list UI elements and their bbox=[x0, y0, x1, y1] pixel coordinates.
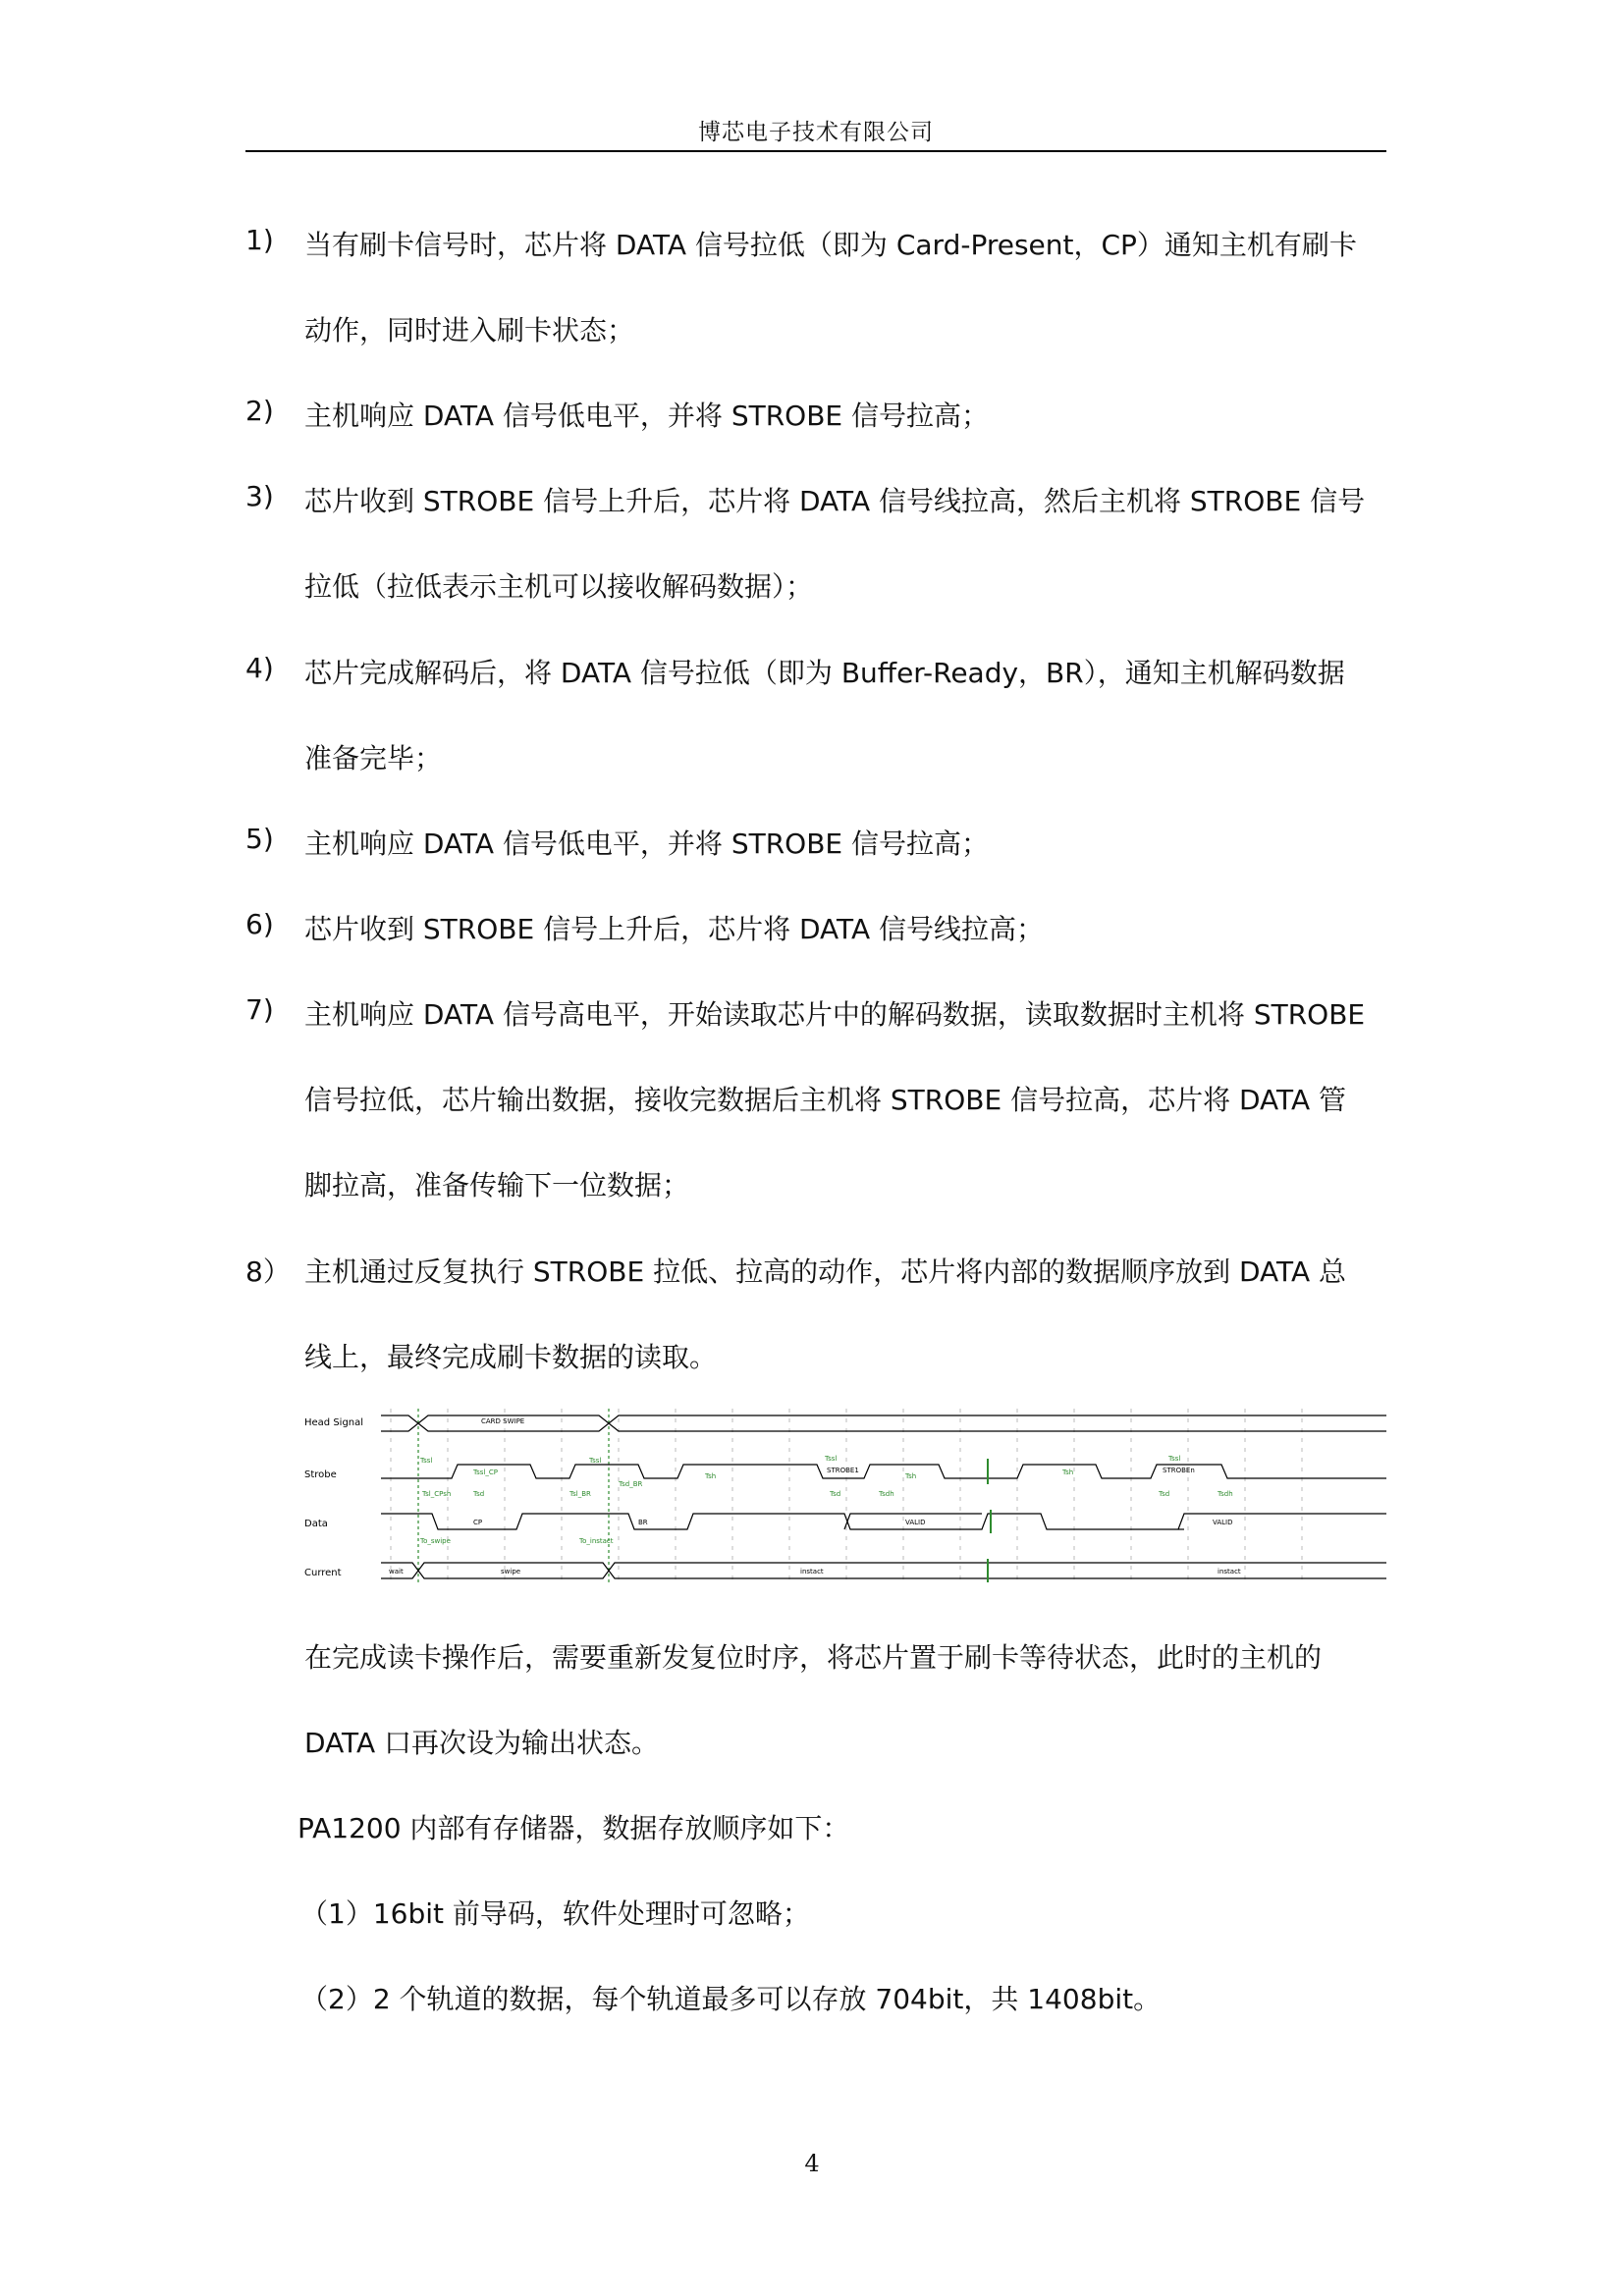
memory-intro: PA1200 内部有存储器，数据存放顺序如下： bbox=[298, 1812, 850, 1844]
head-signal-trace bbox=[418, 1423, 1386, 1431]
step-line: 动作，同时进入刷卡状态； bbox=[304, 314, 635, 347]
label-br: BR bbox=[638, 1519, 648, 1526]
label-tsh-2: Tsh bbox=[905, 1472, 917, 1480]
head-signal-trace bbox=[418, 1415, 1386, 1423]
step-line: 芯片收到 STROBE 信号上升后，芯片将 DATA 信号线拉高； bbox=[304, 913, 1045, 945]
after-paragraph-line: 在完成读卡操作后，需要重新发复位时序，将芯片置于刷卡等待状态，此时的主机的 bbox=[304, 1641, 1323, 1674]
signal-label-current: Current bbox=[304, 1568, 342, 1578]
label-tssl-4: Tssl bbox=[1168, 1455, 1181, 1463]
glitch-marks bbox=[988, 1459, 991, 1582]
label-tsl-br: Tsl_BR bbox=[569, 1490, 591, 1498]
signal-label-data: Data bbox=[304, 1519, 328, 1529]
signal-label-head: Head Signal bbox=[304, 1417, 364, 1428]
step-number: 4) bbox=[245, 652, 274, 684]
label-state-instact-1: instact bbox=[800, 1568, 824, 1575]
step-number: 2) bbox=[245, 395, 274, 427]
step-line: 主机响应 DATA 信号低电平，并将 STROBE 信号拉高； bbox=[304, 400, 990, 432]
step-line: 准备完毕； bbox=[304, 742, 443, 774]
step-line: 当有刷卡信号时，芯片将 DATA 信号拉低（即为 Card-Present，CP）通知主机有刷卡 bbox=[304, 229, 1357, 261]
page-number: 4 bbox=[804, 2150, 820, 2177]
step-number: 1) bbox=[245, 224, 274, 256]
step-line: 信号拉低，芯片输出数据，接收完数据后主机将 STROBE 信号拉高，芯片将 DATA 管 bbox=[304, 1084, 1347, 1116]
step-line: 主机通过反复执行 STROBE 拉低、拉高的动作，芯片将内部的数据顺序放到 DATA 总 bbox=[304, 1255, 1347, 1288]
label-state-instact-2: instact bbox=[1218, 1568, 1241, 1575]
step-number: 5) bbox=[245, 823, 274, 855]
label-valid-2: VALID bbox=[1213, 1519, 1233, 1526]
head-signal-trace bbox=[381, 1415, 418, 1431]
label-tsdh-1: Tsdh bbox=[879, 1490, 894, 1498]
label-state-swipe: swipe bbox=[501, 1568, 521, 1575]
label-tsl-cp: Tsl_CPsh bbox=[422, 1490, 452, 1498]
label-tssl-3: Tssl bbox=[825, 1455, 838, 1463]
page-header: 博芯电子技术有限公司 bbox=[698, 120, 934, 145]
after-paragraph-line: DATA 口再次设为输出状态。 bbox=[304, 1727, 660, 1759]
label-to-swipe: To_swipe bbox=[420, 1537, 451, 1545]
label-state-wait: wait bbox=[389, 1568, 404, 1575]
label-tssl: Tssl bbox=[420, 1457, 433, 1465]
signal-label-strobe: Strobe bbox=[304, 1469, 337, 1480]
header-divider bbox=[245, 150, 1386, 152]
step-line: 主机响应 DATA 信号低电平，并将 STROBE 信号拉高； bbox=[304, 828, 990, 860]
step-number: 7) bbox=[245, 993, 274, 1026]
label-tsh-3: Tsh bbox=[1062, 1468, 1074, 1476]
step-line: 芯片完成解码后，将 DATA 信号拉低（即为 Buffer-Ready，BR），通知主机解码数据 bbox=[304, 657, 1345, 689]
step-line: 芯片收到 STROBE 信号上升后，芯片将 DATA 信号线拉高，然后主机将 STROBE 信号 bbox=[304, 485, 1366, 517]
label-tsdh-2: Tsdh bbox=[1218, 1490, 1233, 1498]
label-tsd-2: Tsd bbox=[830, 1490, 841, 1498]
label-tsh-1: Tsh bbox=[705, 1472, 717, 1480]
memory-item: （1）16bit 前导码，软件处理时可忽略； bbox=[300, 1897, 810, 1930]
label-tsd-3: Tsd bbox=[1159, 1490, 1170, 1498]
label-cp: CP bbox=[473, 1519, 483, 1526]
step-line: 主机响应 DATA 信号高电平，开始读取芯片中的解码数据，读取数据时主机将 STROBE bbox=[304, 998, 1366, 1031]
timing-diagram bbox=[295, 1394, 1386, 1590]
strobe-trace bbox=[381, 1465, 1386, 1478]
step-line: 线上，最终完成刷卡数据的读取。 bbox=[304, 1341, 718, 1373]
timing-annotations bbox=[389, 1417, 1241, 1575]
label-tsd-br: Tsd_BR bbox=[619, 1480, 643, 1488]
step-number: 6) bbox=[245, 908, 274, 940]
label-strobe-n: STROBEn bbox=[1163, 1467, 1195, 1474]
step-number: 8） bbox=[245, 1255, 291, 1288]
step-line: 拉低（拉低表示主机可以接收解码数据）； bbox=[304, 570, 814, 603]
step-line: 脚拉高，准备传输下一位数据； bbox=[304, 1169, 690, 1201]
current-trace bbox=[418, 1563, 1386, 1571]
label-card-swipe: CARD SWIPE bbox=[481, 1417, 525, 1425]
label-tsd-1: Tsd bbox=[473, 1490, 485, 1498]
label-to-instact: To_instact bbox=[579, 1537, 614, 1545]
label-valid-1: VALID bbox=[905, 1519, 926, 1526]
label-tssl-2: Tssl bbox=[589, 1457, 602, 1465]
step-number: 3) bbox=[245, 480, 274, 512]
label-tssl-cp: Tssl_CP bbox=[473, 1468, 498, 1476]
current-trace bbox=[418, 1571, 1386, 1578]
data-trace bbox=[381, 1514, 1386, 1529]
label-strobe1: STROBE1 bbox=[827, 1467, 859, 1474]
memory-item: （2）2 个轨道的数据，每个轨道最多可以存放 704bit，共 1408bit。 bbox=[300, 1983, 1162, 2015]
